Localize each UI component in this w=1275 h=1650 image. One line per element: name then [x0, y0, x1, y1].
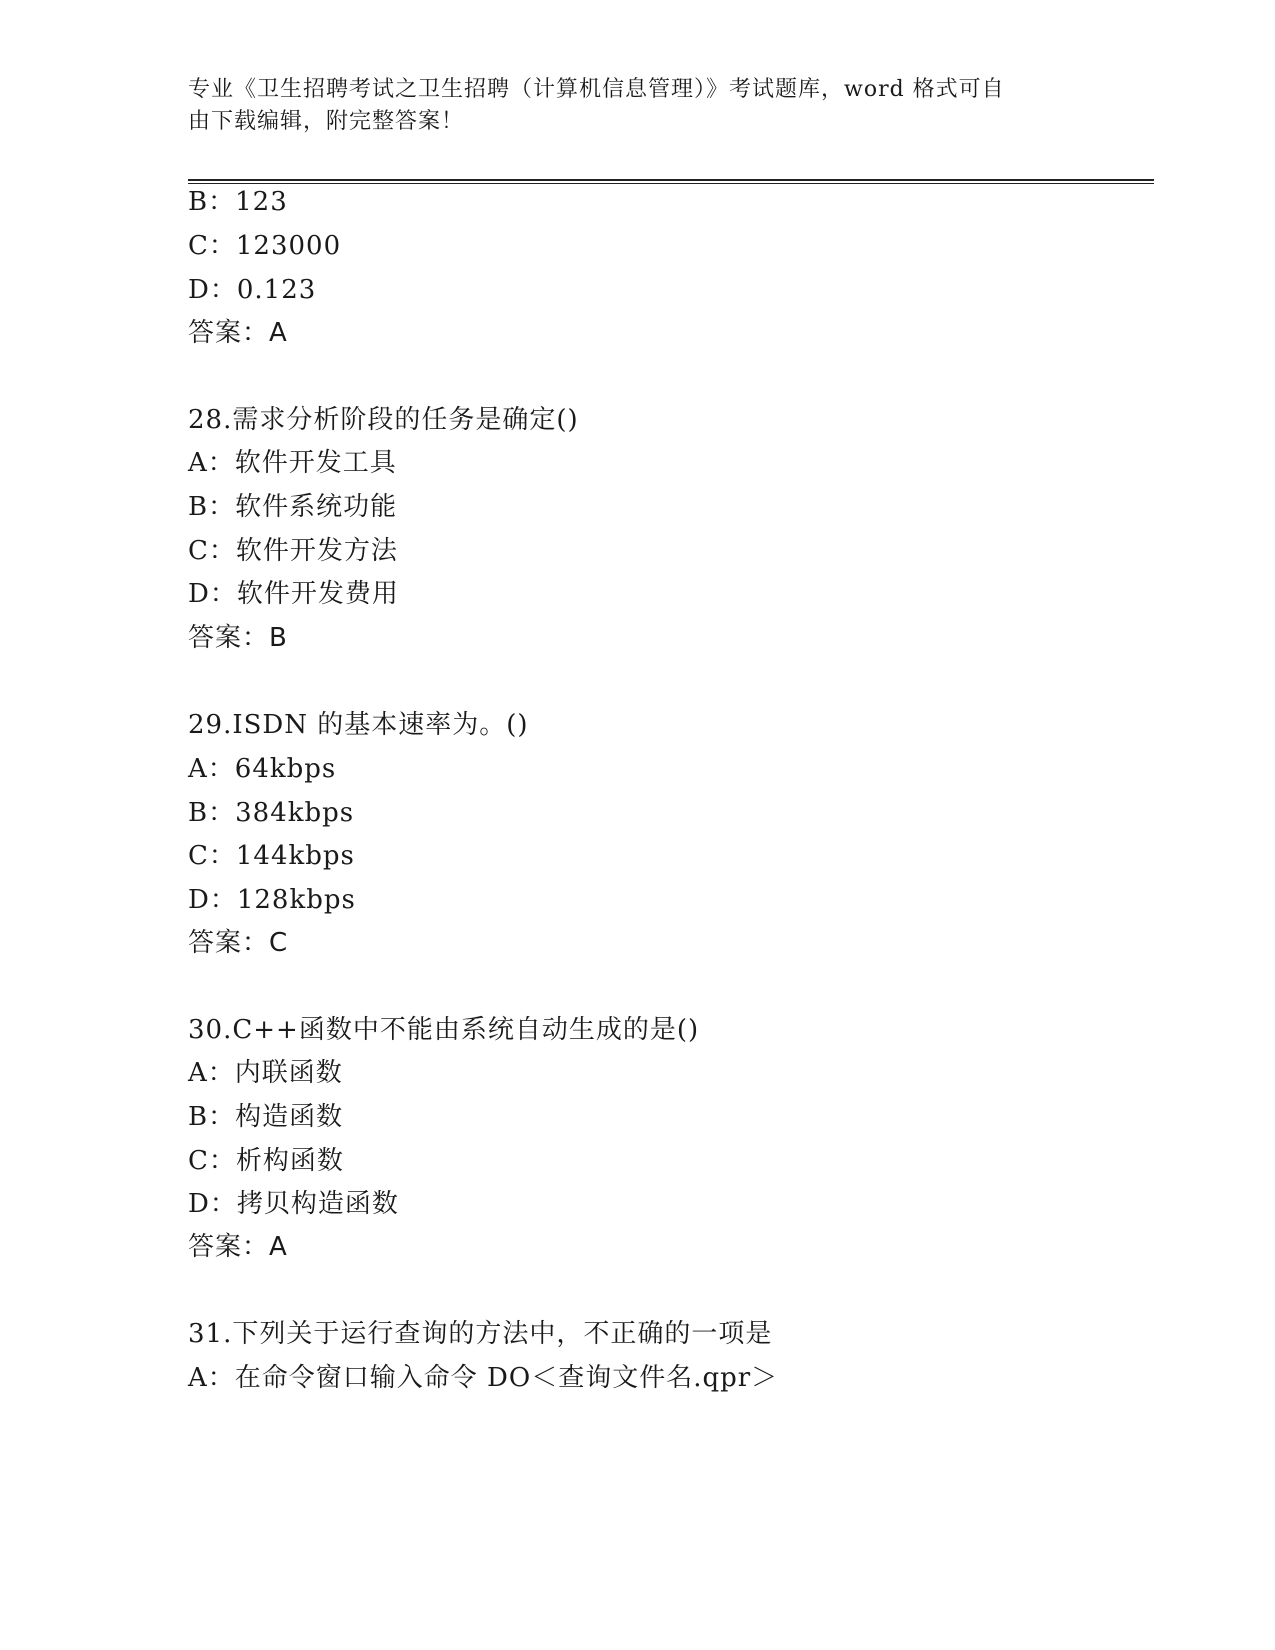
prev-option-b: B：123	[188, 187, 288, 217]
q28-option-b: B：软件系统功能	[188, 492, 398, 522]
prev-option-d: D：0.123	[188, 275, 317, 305]
q28-answer: 答案：B	[188, 623, 288, 653]
q29-stem: 29.ISDN 的基本速率为。()	[188, 710, 529, 740]
document-header	[188, 74, 1088, 138]
q30-stem: 30.C++函数中不能由系统自动生成的是()	[188, 1015, 700, 1045]
q29-option-b: B：384kbps	[188, 798, 355, 828]
q29-option-a: A：64kbps	[188, 754, 337, 784]
q28-option-c: C：软件开发方法	[188, 536, 398, 566]
q31-option-a: A：在命令窗口输入命令 DO＜查询文件名.qpr＞	[188, 1363, 779, 1393]
header-line-1: 专业《卫生招聘考试之卫生招聘（计算机信息管理）》考试题库，word 格式可自	[188, 77, 1005, 102]
q30-option-d: D：拷贝构造函数	[188, 1189, 399, 1219]
header-line-2: 由下载编辑，附完整答案！	[188, 109, 465, 134]
q29-answer: 答案：C	[188, 928, 289, 958]
prev-answer: 答案：A	[188, 318, 288, 348]
q28-option-d: D：软件开发费用	[188, 579, 399, 609]
q30-answer: 答案：A	[188, 1232, 288, 1262]
q30-option-b: B：构造函数	[188, 1102, 344, 1132]
q28-option-a: A：软件开发工具	[188, 448, 397, 478]
prev-option-c: C：123000	[188, 231, 342, 261]
q30-option-a: A：内联函数	[188, 1058, 343, 1088]
q29-option-c: C：144kbps	[188, 841, 355, 871]
q31-stem: 31.下列关于运行查询的方法中，不正确的一项是	[188, 1319, 773, 1349]
q28-stem: 28.需求分析阶段的任务是确定()	[188, 405, 579, 435]
q30-option-c: C：析构函数	[188, 1146, 344, 1176]
q29-option-d: D：128kbps	[188, 885, 356, 915]
header-divider	[188, 179, 1154, 184]
